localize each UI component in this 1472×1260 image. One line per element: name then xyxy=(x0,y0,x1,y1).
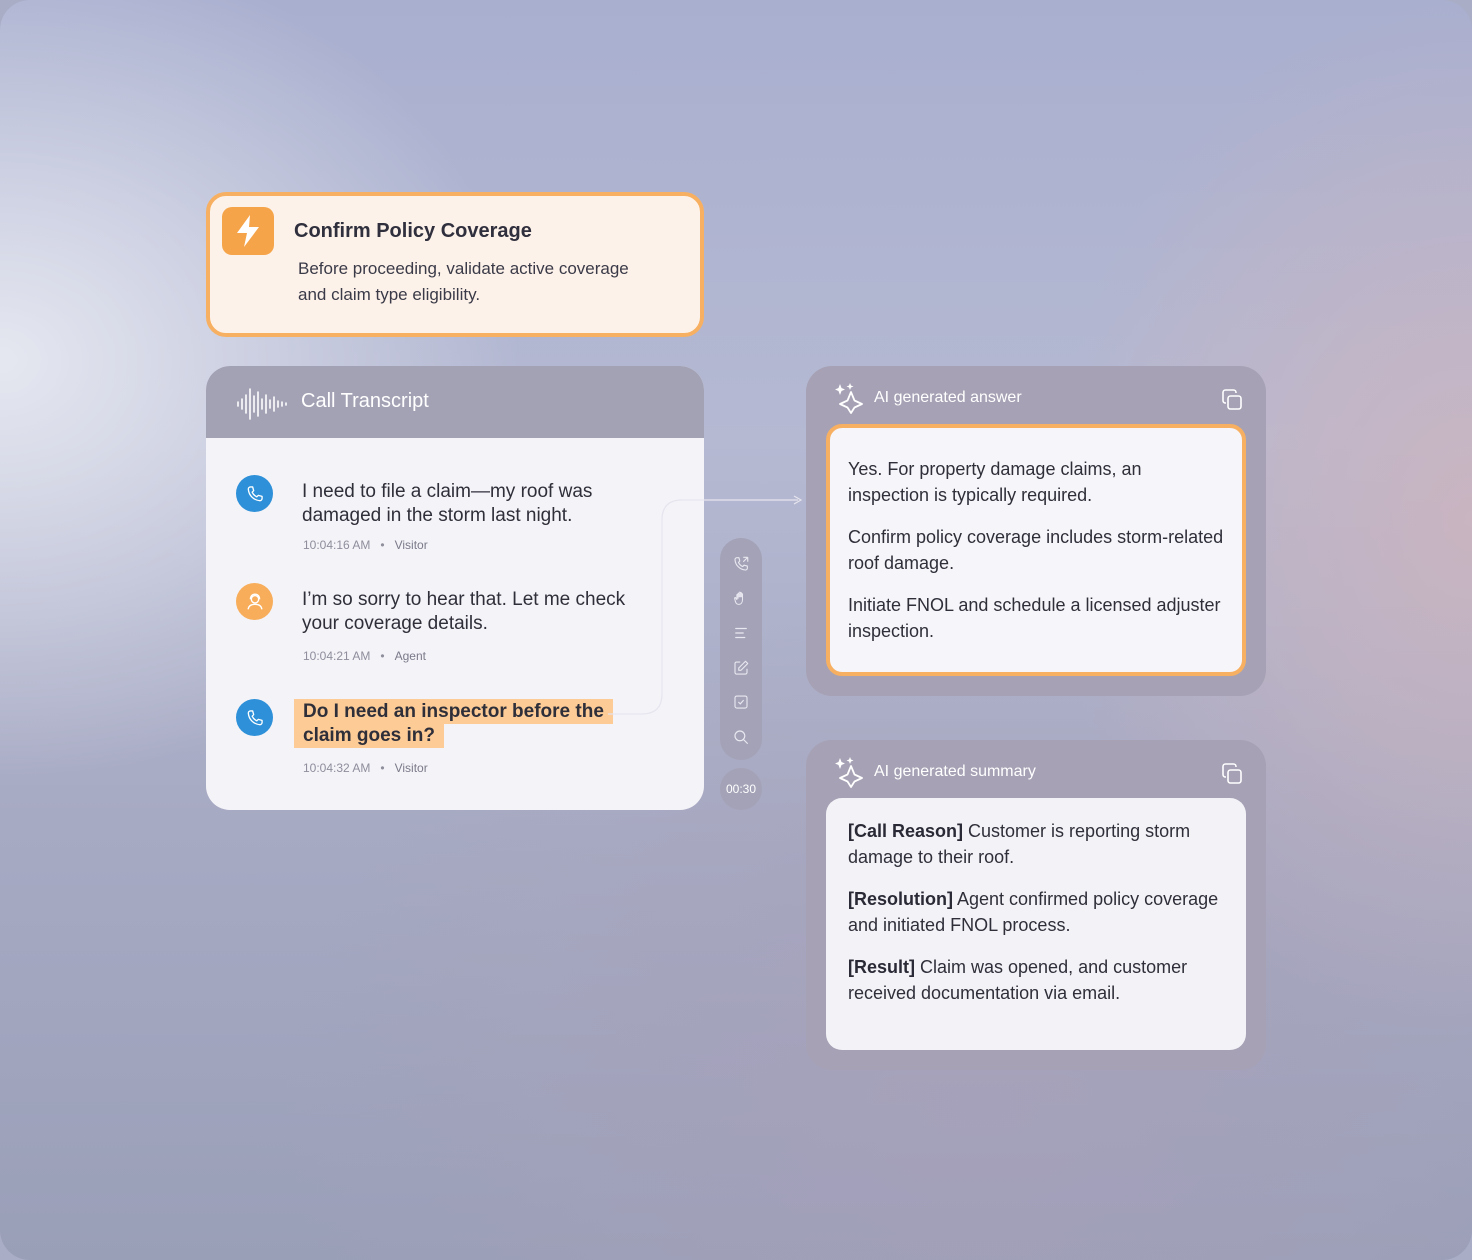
answer-paragraph: Initiate FNOL and schedule a licensed adjuster inspection. xyxy=(848,595,1221,641)
alert-body: Before proceeding, validate active coverage and claim type eligibility. xyxy=(298,259,629,304)
message-meta xyxy=(303,538,428,552)
summary-text: Customer is reporting storm damage to their roof. xyxy=(848,821,1191,867)
ai-summary-panel xyxy=(806,740,1266,1070)
visitor-avatar xyxy=(236,699,273,736)
message-time: 10:04:32 AM xyxy=(303,761,371,775)
phone-icon xyxy=(245,708,265,728)
message-meta xyxy=(303,761,428,775)
lightning-bolt-icon xyxy=(222,207,274,255)
summary-text: Agent confirmed policy coverage and initiated FNOL process. xyxy=(848,889,1219,935)
alert-title: Confirm Policy Coverage xyxy=(294,220,532,242)
phone-transfer-icon[interactable] xyxy=(731,554,751,574)
ai-summary-title: AI generated summary xyxy=(874,763,1036,780)
hand-icon[interactable] xyxy=(731,588,751,608)
highlighted-question-text: Do I need an inspector before the claim goes in? xyxy=(294,699,613,748)
call-transcript-card xyxy=(206,366,704,810)
agent-headset-icon xyxy=(244,591,266,613)
meta-separator: • xyxy=(380,649,385,663)
meta-separator: • xyxy=(380,538,385,552)
highlighted-question[interactable] xyxy=(294,700,614,748)
ai-summary-content xyxy=(826,798,1246,1050)
summary-label: [Result] xyxy=(848,957,915,977)
summary-item xyxy=(848,886,1224,938)
edit-icon[interactable] xyxy=(731,658,751,678)
sparkle-icon xyxy=(833,756,863,788)
policy-alert-card[interactable] xyxy=(206,192,704,337)
meta-separator: • xyxy=(380,761,385,775)
message-time: 10:04:21 AM xyxy=(303,649,371,663)
ai-answer-title: AI generated answer xyxy=(874,389,1022,406)
message-time: 10:04:16 AM xyxy=(303,538,371,552)
transcript-title: Call Transcript xyxy=(301,390,429,412)
message-text: I need to file a claim—my roof was damaged in the storm last night. xyxy=(302,481,593,526)
copy-icon[interactable] xyxy=(1220,388,1244,412)
summary-label: [Resolution] xyxy=(848,889,953,909)
message-meta xyxy=(303,649,426,663)
agent-avatar xyxy=(236,583,273,620)
list-icon[interactable] xyxy=(731,623,751,643)
message-role: Visitor xyxy=(394,761,428,775)
search-icon[interactable] xyxy=(731,727,751,747)
message-role: Agent xyxy=(394,649,426,663)
action-toolbar xyxy=(720,538,762,760)
answer-paragraph: Confirm policy coverage includes storm-related roof damage. xyxy=(848,527,1224,573)
visitor-avatar xyxy=(236,475,273,512)
summary-label: [Call Reason] xyxy=(848,821,964,841)
summary-text: Claim was opened, and customer received documentation via email. xyxy=(848,957,1188,1003)
message-text: I’m so sorry to hear that. Let me check your coverage details. xyxy=(302,589,626,634)
summary-item xyxy=(848,818,1224,870)
audio-waveform-icon xyxy=(236,388,288,420)
checkbox-icon[interactable] xyxy=(731,692,751,712)
message-role: Visitor xyxy=(394,538,428,552)
ai-answer-panel xyxy=(806,366,1266,696)
copy-icon[interactable] xyxy=(1220,762,1244,786)
sparkle-icon xyxy=(833,382,863,414)
ai-answer-content xyxy=(826,424,1246,676)
call-timer: 00:30 xyxy=(720,768,762,810)
summary-item xyxy=(848,954,1224,1006)
transcript-header xyxy=(206,366,704,438)
phone-icon xyxy=(245,484,265,504)
answer-paragraph: Yes. For property damage claims, an inspection is typically required. xyxy=(848,459,1142,505)
